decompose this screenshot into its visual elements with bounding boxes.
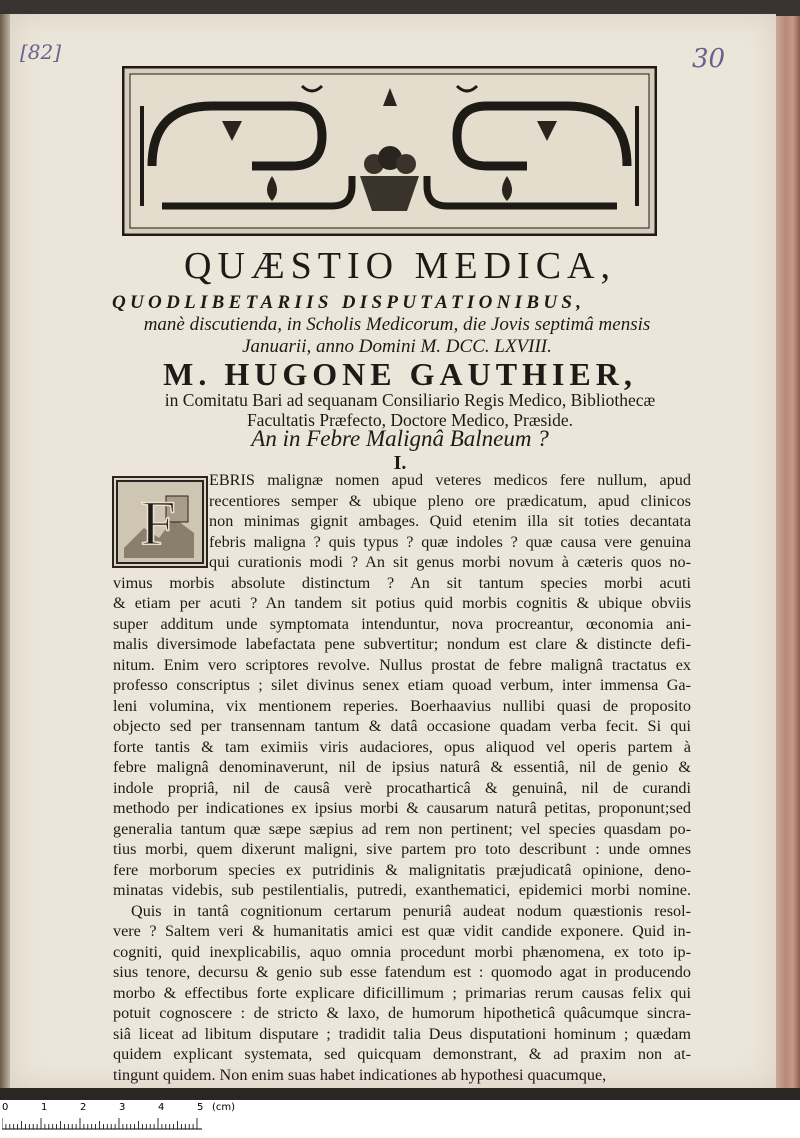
body-line: qui curationis modi ? An sit genus morbi novum à cæteris quos no- bbox=[209, 553, 691, 571]
ruler-label: 4 bbox=[158, 1102, 165, 1113]
body-line: methodo per indicationes ex ipsius morbi & causarum naturâ petitas, proponunt;sed bbox=[113, 799, 691, 817]
body-text bbox=[113, 470, 691, 1085]
body-line: minatas videbis, sub pestilentialis, putredi, exanthematici, epidemici morbi nomine. bbox=[113, 881, 691, 899]
handwritten-page-number-left: [82] bbox=[20, 40, 62, 64]
president-info-line-2: Facultatis Præfecto, Doctore Medico, Præside. bbox=[246, 410, 574, 430]
body-line: indole propriâ, nil de causâ verè procatharticâ & genuinâ, nil de curandi bbox=[113, 778, 691, 797]
body-line: tius morbi, quem dixerunt maligni, sive partem pro toto describunt : unde omnes bbox=[113, 840, 691, 858]
ruler-label: 3 bbox=[119, 1102, 126, 1113]
body-line: vimus morbis absolute distinctum ? An sit tantum species morbi acuti bbox=[113, 573, 691, 592]
body-line: forte tantis & tam eximiis viris audaciores, opus aliquod vel operis partem à bbox=[113, 737, 691, 756]
body-line: siâ liceat ad libitum disputare ; tradidit talia Deus disputationi hominum ; quædam bbox=[113, 1024, 691, 1043]
body-line: recentiores semper & ubique pleno ore prædicatum, apud clinicos bbox=[209, 491, 691, 510]
body-line: professo conscriptus ; silet divinus senex etiam quoad verbum, inter immensa Ga- bbox=[113, 676, 691, 694]
ruler-label: 5 bbox=[197, 1102, 204, 1113]
section-number: I. bbox=[393, 452, 407, 474]
thesis-question: An in Febre Malignâ Balneum ? bbox=[251, 426, 549, 451]
ruler-label: 1 bbox=[41, 1102, 48, 1113]
body-line: EBRIS malignæ nomen apud veteres medicos fere nullum, apud bbox=[209, 471, 691, 489]
president-info bbox=[130, 390, 690, 430]
body-line: vere ? Saltem veri & humanitatis amici est quæ vidit candide exponere. Quid in- bbox=[113, 922, 691, 940]
initial-letter: F bbox=[140, 487, 176, 558]
subtitle-line-2: manè discutienda, in Scholis Medicorum, die Jovis septimâ mensis bbox=[143, 314, 651, 335]
ruler-label: 0 bbox=[2, 1102, 9, 1113]
body-line: malis diversimode labefactata pene subvertitur; nondum est clare & distincte defi- bbox=[113, 635, 691, 653]
body-line: quidem explicant systemata, sed quicquam demonstrant, & ad praxim non at- bbox=[113, 1045, 691, 1063]
title-subtitle bbox=[112, 292, 682, 358]
ruler-label: 2 bbox=[80, 1102, 87, 1113]
main-title: QUÆSTIO MEDICA, bbox=[184, 245, 616, 287]
body-line: nitum. Enim vero scriptores revolve. Nullus prostat de febre malignâ tractatus ex bbox=[113, 655, 691, 674]
body-line: leni volumina, vix mentionem reperies. Boerhaavius nullibi quasi de proposito bbox=[113, 696, 691, 715]
body-line: & etiam per acuti ? An tandem sit potius quid morbis cognitis & ubique obviis bbox=[113, 594, 691, 612]
body-line: tingunt quidem. Non enim suas habet indicationes ab hypothesi quacumque, bbox=[113, 1065, 607, 1084]
body-line: super additum unde symptomata intenduntur, nova procreantur, œconomia ani- bbox=[113, 614, 691, 633]
ornamental-headpiece bbox=[122, 66, 657, 236]
body-line: cogniti, quid inexplicabilis, aquo omnia procedunt morbi phænomena, ex toto ip- bbox=[113, 942, 691, 961]
body-line: objecto sed per transennam tantum & datâ occasione quadam verba fecit. Si qui bbox=[113, 717, 691, 735]
page-edges bbox=[776, 16, 800, 1088]
body-line: potuit cognoscere : de stricto & laxo, de humorum hipotheticâ quâcumque sincra- bbox=[113, 1004, 691, 1022]
president-info-line-1: in Comitatu Bari ad sequanam Consiliario Regis Medico, Bibliothecæ bbox=[164, 390, 656, 410]
subtitle-line-1: QUODLIBETARIIS DISPUTATIONIBUS, bbox=[112, 292, 586, 313]
ruler-unit: (cm) bbox=[212, 1102, 236, 1113]
body-line: fere morborum species ex putridinis & malignitatis præjudicatâ opinione, deno- bbox=[113, 860, 691, 879]
body-line: Quis in tantâ cognitionum certarum penuriâ audeat nodum quæstionis resol- bbox=[131, 901, 691, 920]
body-line: febre malignâ denominaverunt, nil de ipsius naturâ & essentiâ, nil de genio & bbox=[113, 758, 691, 776]
body-line: non minimas gignit ambages. Quid etenim illa sit toties decantata bbox=[209, 512, 691, 530]
body-line: sius tenore, decursu & genio sub esse fatendum est : quomodo agat in producendo bbox=[113, 963, 691, 981]
body-line: generalia tantum quæ sæpe sæpius ad rem non pertinent; vel species quasdam po- bbox=[113, 819, 691, 838]
subtitle-line-3: Januarii, anno Domini M. DCC. LXVIII. bbox=[242, 336, 552, 357]
handwritten-page-number-right: 30 bbox=[692, 44, 726, 74]
body-line: febris maligna ? quis typus ? quæ indoles ? quæ causa vere genuina bbox=[209, 532, 691, 551]
president-name: M. HUGONE GAUTHIER, bbox=[163, 356, 637, 392]
body-line: morbo & effectibus forte explicare dificillimum ; primarias rerum causas felix qui bbox=[113, 983, 691, 1002]
measurement-ruler bbox=[0, 1100, 800, 1138]
ruler-scale bbox=[2, 1118, 202, 1130]
